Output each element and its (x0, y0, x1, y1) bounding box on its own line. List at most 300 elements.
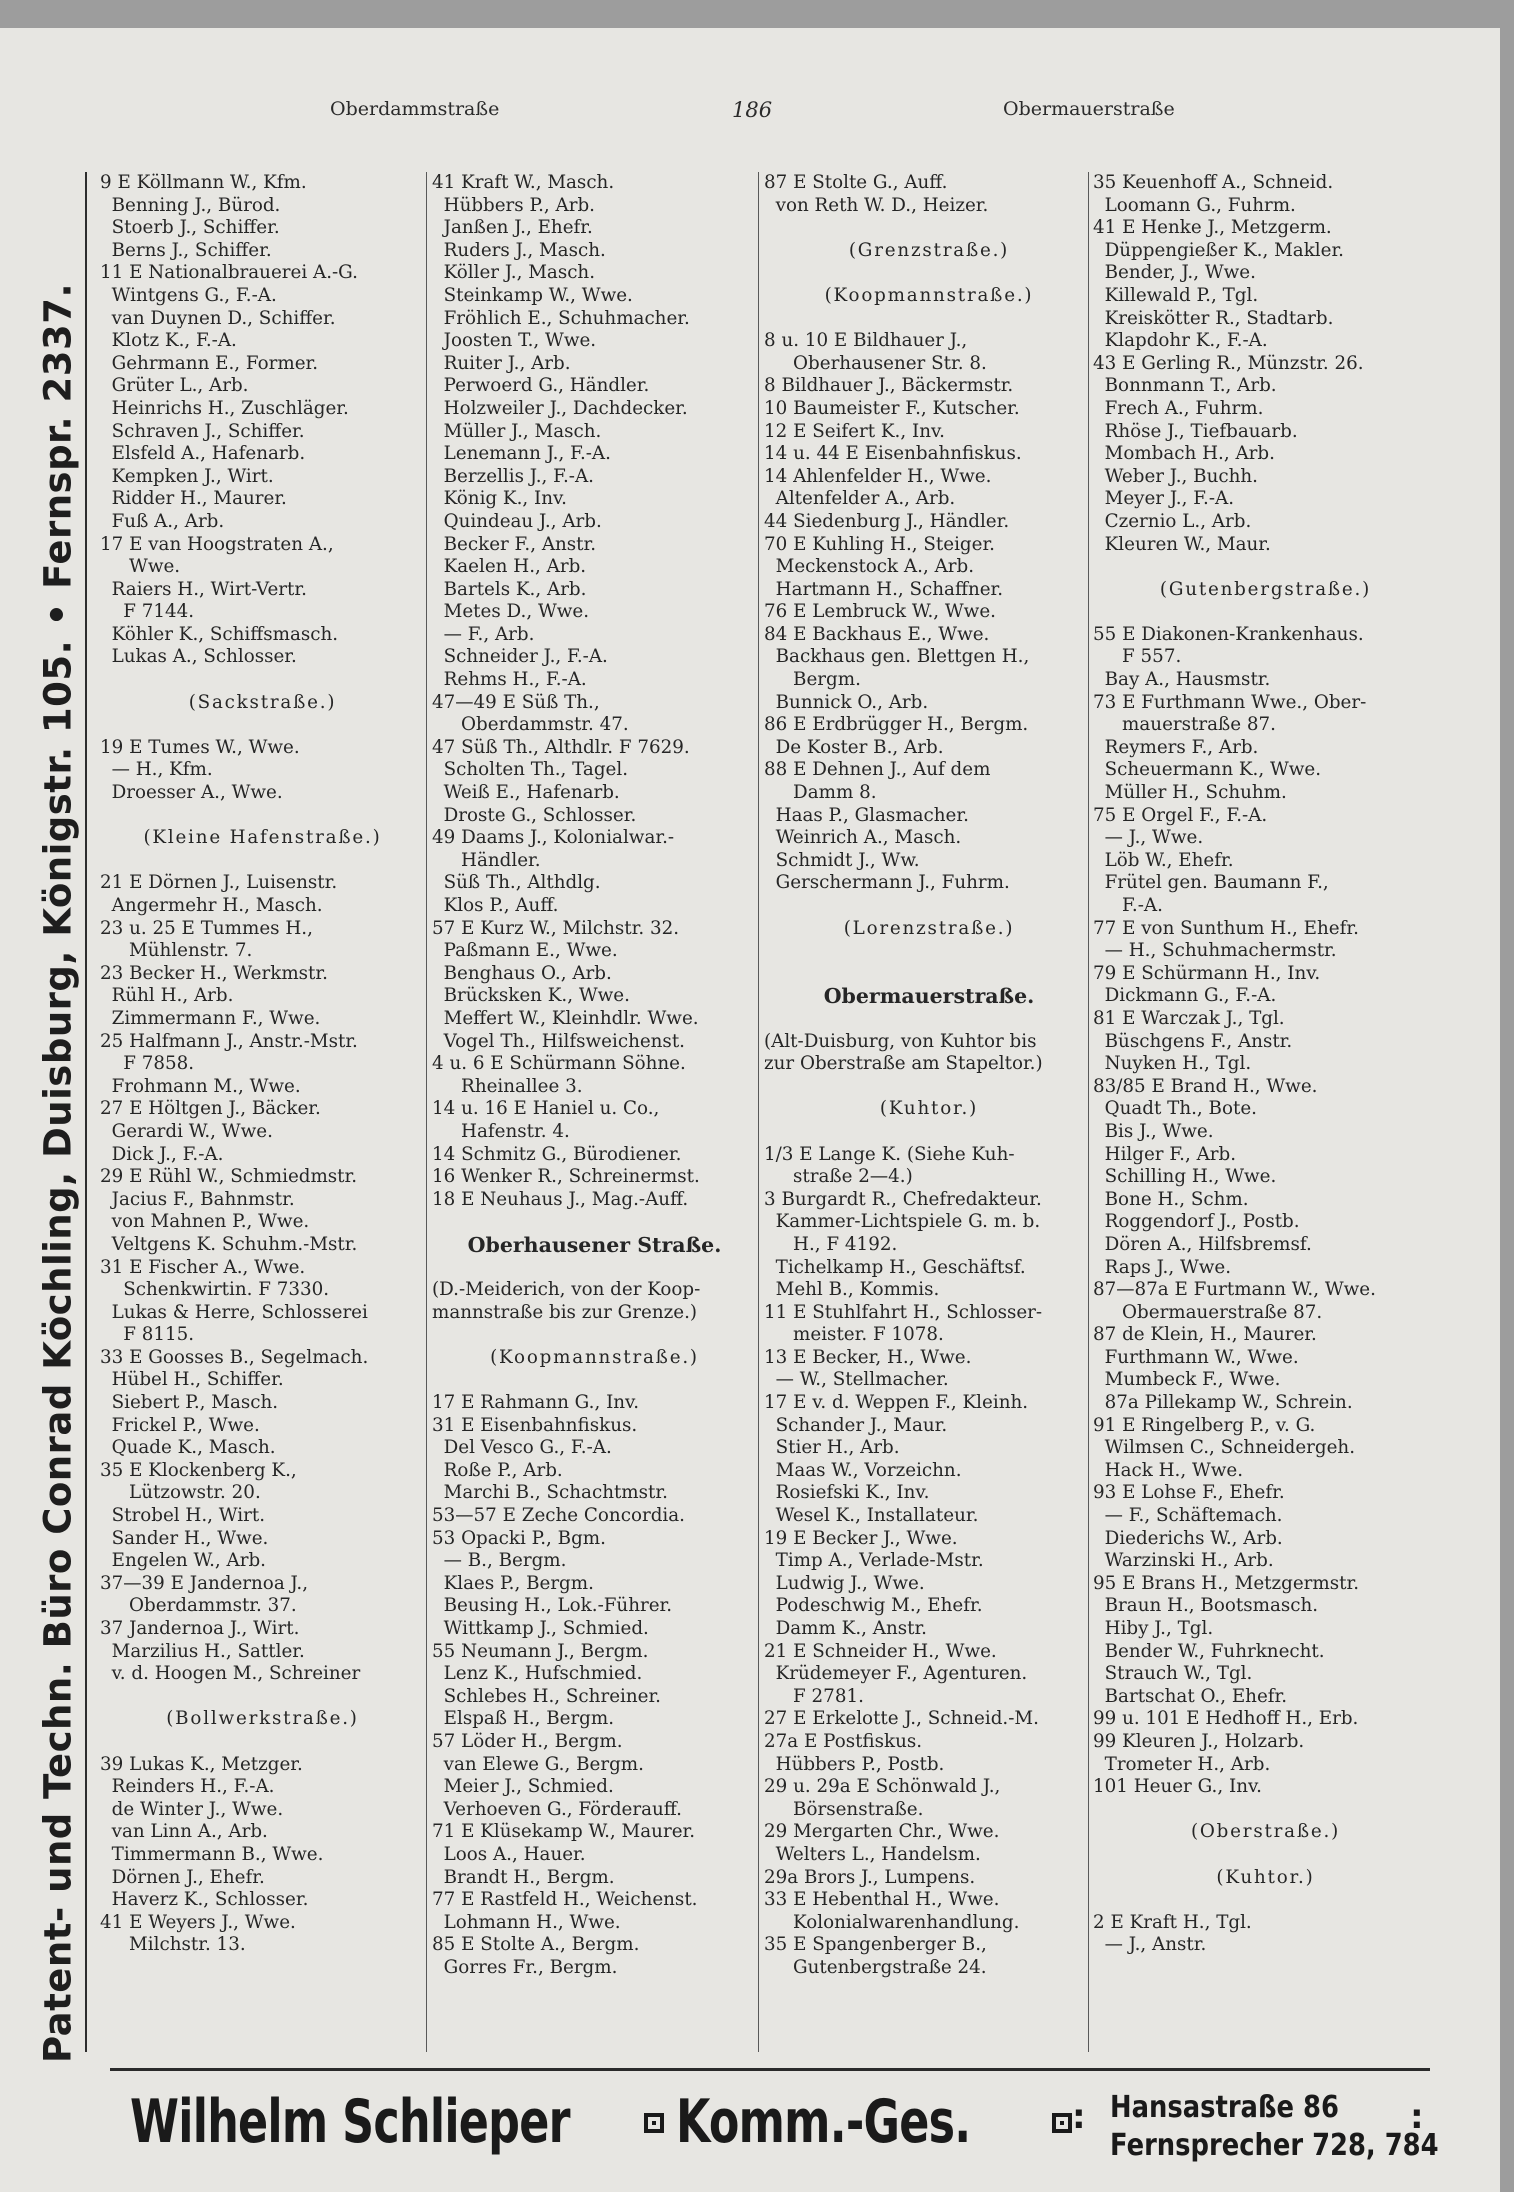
directory-entry: Kreiskötter R., Stadtarb. (1093, 307, 1334, 329)
directory-entry: Reymers F., Arb. (1093, 736, 1259, 758)
directory-entry: 87 de Klein, H., Maurer. (1093, 1324, 1317, 1346)
directory-entry: F 7144. (100, 601, 195, 623)
directory-entry: Kaelen H., Arb. (432, 556, 587, 578)
directory-entry: Köller J., Masch. (432, 262, 596, 284)
directory-entry: Händler. (432, 849, 541, 871)
directory-entry: 23 Becker H., Werkmstr. (100, 962, 328, 984)
directory-entry: 75 E Orgel F., F.-A. (1093, 804, 1268, 826)
directory-entry: Quade K., Masch. (100, 1437, 276, 1459)
directory-entry: Schander J., Maur. (764, 1414, 948, 1436)
directory-entry: Backhaus gen. Blettgen H., (764, 646, 1030, 668)
directory-page (0, 28, 1500, 2192)
directory-entry (764, 940, 1094, 963)
directory-entry: Schneider J., F.-A. (432, 646, 608, 668)
directory-entry: Hack H., Wwe. (1093, 1459, 1244, 1481)
directory-entry: 93 E Lohse F., Ehefr. (1093, 1482, 1285, 1504)
directory-entry: Hiby J., Tgl. (1093, 1618, 1214, 1639)
directory-entry: 29 u. 29a E Schönwald J., (764, 1776, 1001, 1798)
directory-entry: Düppengießer K., Makler. (1093, 239, 1344, 261)
directory-entry: Meckenstock A., Arb. (764, 556, 975, 578)
directory-entry: Fröhlich E., Schuhmacher. (432, 307, 690, 329)
directory-entry: — J., Anstr. (1093, 1934, 1207, 1956)
ad-company-name: Wilhelm Schlieper (130, 2087, 570, 2157)
directory-entry: Damm K., Anstr. (764, 1618, 927, 1639)
directory-entry: (Kuhtor.) (879, 1098, 979, 1120)
directory-entry: Timmermann B., Wwe. (100, 1843, 324, 1865)
directory-entry: Büschgens F., Anstr. (1093, 1030, 1293, 1052)
directory-entry: 31 E Fischer A., Wwe. (100, 1256, 306, 1278)
ad-colon-ornament: : (1410, 2097, 1424, 2137)
directory-entry: 101 Heuer G., Inv. (1093, 1776, 1262, 1798)
directory-entry: 17 E van Hoogstraten A., (100, 533, 334, 555)
directory-entry: Süß Th., Althdlg. (432, 872, 601, 894)
directory-entry: 35 Keuenhoff A., Schneid. (1093, 172, 1334, 193)
directory-entry: 55 Neumann J., Bergm. (432, 1640, 649, 1662)
directory-entry: (Bollwerkstraße.) (166, 1708, 359, 1730)
directory-entry: Jacius F., Bahnmstr. (100, 1188, 295, 1210)
directory-entry: zur Oberstraße am Stapeltor.) (764, 1053, 1043, 1075)
directory-entry: H., F 4192. (764, 1233, 898, 1255)
directory-entry (100, 669, 425, 692)
directory-column-3 (764, 172, 1094, 1980)
directory-entry: straße 2—4.) (764, 1166, 913, 1188)
directory-entry: Müller H., Schuhm. (1093, 782, 1287, 804)
directory-entry: 29a Brors J., Lumpens. (764, 1866, 976, 1888)
directory-entry: Gorres Fr., Bergm. (432, 1956, 618, 1978)
directory-entry: Meffert W., Kleinhdlr. Wwe. (432, 1007, 699, 1029)
directory-entry: Raps J., Wwe. (1093, 1256, 1232, 1278)
directory-entry (432, 1211, 757, 1234)
directory-entry: van Duynen D., Schiffer. (100, 307, 336, 329)
directory-entry: 23 u. 25 E Tummes H., (100, 917, 313, 939)
footer-advertisement (110, 2068, 1439, 2171)
directory-entry: Berns J., Schiffer. (100, 239, 272, 261)
directory-entry: Oberhausener Straße. (467, 1233, 722, 1257)
directory-entry: de Winter J., Wwe. (100, 1798, 284, 1820)
directory-entry: 76 E Lembruck W., Wwe. (764, 601, 996, 623)
directory-entry: Rehms H., F.-A. (432, 669, 587, 691)
directory-entry: Oberdammstr. 47. (432, 714, 629, 736)
directory-entry: Stier H., Arb. (764, 1437, 900, 1459)
directory-entry: Hübbers P., Postb. (764, 1753, 945, 1775)
directory-entry: 81 E Warczak J., Tgl. (1093, 1007, 1285, 1029)
directory-entry: Marzilius H., Sattler. (100, 1640, 305, 1662)
ad-square-ornament (644, 2113, 664, 2133)
directory-entry: 4 u. 6 E Schürmann Söhne. (432, 1053, 686, 1075)
header-left-street: Oberdammstraße (330, 98, 500, 120)
directory-entry: Sander H., Wwe. (100, 1527, 269, 1549)
directory-entry: 53 Opacki P., Bgm. (432, 1527, 606, 1549)
directory-entry: Joosten T., Wwe. (432, 330, 597, 352)
directory-entry: Brandt H., Bergm. (432, 1866, 615, 1888)
directory-entry: Lukas & Herre, Schlosserei (100, 1301, 368, 1323)
directory-entry: Frütel gen. Baumann F., (1093, 872, 1329, 894)
directory-entry: Köhler K., Schiffsmasch. (100, 623, 339, 645)
directory-entry: Marchi B., Schachtmstr. (432, 1482, 668, 1504)
directory-entry: Weber J., Buchh. (1093, 465, 1258, 487)
directory-entry: Siebert P., Masch. (100, 1392, 279, 1414)
directory-entry: Mumbeck F., Wwe. (1093, 1369, 1281, 1391)
directory-entry: Steinkamp W., Wwe. (432, 284, 633, 306)
directory-entry: 14 Ahlenfelder H., Wwe. (764, 465, 992, 487)
directory-entry: 17 E Rahmann G., Inv. (432, 1392, 640, 1414)
directory-column-2 (432, 172, 757, 1980)
ad-address: Hansastraße 86 (1110, 2090, 1339, 2125)
directory-entry: v. d. Hoogen M., Schreiner (100, 1663, 361, 1685)
directory-entry: 77 E von Sunthum H., Ehefr. (1093, 917, 1359, 939)
directory-entry: Strobel H., Wirt. (100, 1505, 266, 1527)
directory-entry: 44 Siedenburg J., Händler. (764, 510, 1010, 532)
directory-entry: 39 Lukas K., Metzger. (100, 1753, 303, 1775)
directory-entry: — J., Wwe. (1093, 827, 1204, 849)
directory-entry: 85 E Stolte A., Bergm. (432, 1934, 640, 1956)
directory-entry: 16 Wenker R., Schreinermst. (432, 1166, 700, 1188)
directory-entry: Angermehr H., Masch. (100, 895, 323, 916)
directory-entry: Timp A., Verlade-Mstr. (764, 1550, 984, 1572)
directory-entry: Frech A., Fuhrm. (1093, 397, 1264, 419)
directory-entry: Maas W., Vorzeichn. (764, 1459, 962, 1481)
directory-entry: 87a Pillekamp W., Schrein. (1093, 1392, 1353, 1414)
directory-entry: 8 Bildhauer J., Bäckermstr. (764, 375, 1014, 397)
directory-entry: — W., Stellmacher. (764, 1369, 949, 1391)
directory-entry: 27 E Höltgen J., Bäcker. (100, 1098, 321, 1120)
directory-entry: Elsfeld A., Hafenarb. (100, 443, 306, 465)
directory-entry: Schlebes H., Schreiner. (432, 1685, 661, 1707)
ad-phone: Fernsprecher 728, 784 (1110, 2128, 1439, 2163)
sidebar-advert-text: Patent- und Techn. Büro Conrad Köchling, Duisburg, Königstr. 105. • Fernspr. 2337. (36, 282, 80, 2064)
directory-entry: Weinrich A., Masch. (764, 827, 962, 849)
directory-entry: 37 Jandernoa J., Wirt. (100, 1618, 300, 1639)
directory-entry: Berzellis J., F.-A. (432, 465, 594, 487)
ad-address-block (1110, 2089, 1439, 2165)
directory-entry: Podeschwig M., Ehefr. (764, 1595, 983, 1617)
directory-entry: 91 E Ringelberg P., v. G. (1093, 1414, 1316, 1436)
directory-entry: Metes D., Wwe. (432, 601, 590, 623)
directory-entry: Bartschat O., Ehefr. (1093, 1685, 1288, 1707)
directory-entry: Altenfelder A., Arb. (764, 488, 956, 510)
directory-entry: Klos P., Auff. (432, 895, 559, 916)
directory-entry: 29 E Rühl W., Schmiedmstr. (100, 1166, 358, 1188)
directory-entry: 79 E Schürmann H., Inv. (1093, 962, 1321, 984)
directory-entry: 43 E Gerling R., Münzstr. 26. (1093, 352, 1364, 374)
directory-entry: Verhoeven G., Förderauff. (432, 1798, 682, 1820)
directory-entry: F.-A. (1093, 895, 1163, 916)
directory-entry: Meyer J., F.-A. (1093, 488, 1235, 510)
directory-entry: 47—49 E Süß Th., (432, 691, 600, 713)
directory-entry: 86 E Erdbrügger H., Bergm. (764, 714, 1029, 736)
directory-entry: F 8115. (100, 1324, 195, 1346)
directory-entry: 31 E Eisenbahnfiskus. (432, 1414, 638, 1436)
directory-entry: 19 E Becker J., Wwe. (764, 1527, 958, 1549)
directory-entry: 12 E Seifert K., Inv. (764, 420, 945, 442)
directory-entry: (Gutenbergstraße.) (1159, 578, 1372, 600)
directory-entry: Kleuren W., Maur. (1093, 533, 1271, 555)
directory-entry: von Mahnen P., Wwe. (100, 1211, 310, 1233)
directory-entry: 21 E Schneider H., Wwe. (764, 1640, 997, 1662)
directory-entry: Hilger F., Arb. (1093, 1143, 1237, 1165)
directory-entry: Frohmann M., Wwe. (100, 1075, 301, 1097)
directory-entry: 71 E Klüsekamp W., Maurer. (432, 1821, 696, 1843)
column-rule (758, 172, 759, 2052)
directory-entry: Haas P., Glasmacher. (764, 804, 969, 826)
directory-entry (764, 1076, 1094, 1099)
directory-entry: 47 Süß Th., Althdlr. F 7629. (432, 736, 690, 758)
directory-entry: 87—87a E Furtmann W., Wwe. (1093, 1279, 1376, 1301)
directory-entry: 2 E Kraft H., Tgl. (1093, 1911, 1252, 1933)
directory-entry (100, 850, 425, 873)
directory-entry: 21 E Dörnen J., Luisenstr. (100, 872, 338, 894)
directory-entry: Ruiter J., Arb. (432, 352, 571, 374)
directory-entry: Roggendorf J., Postb. (1093, 1211, 1300, 1233)
directory-entry: Scheuermann K., Wwe. (1093, 759, 1322, 781)
directory-entry: (D.-Meiderich, von der Koop- (432, 1279, 701, 1301)
directory-entry: Reinders H., F.-A. (100, 1776, 275, 1798)
directory-entry: Lukas A., Schlosser. (100, 646, 297, 668)
directory-entry: — H., Schuhmachermstr. (1093, 940, 1337, 962)
directory-entry: 11 E Stuhlfahrt H., Schlosser- (764, 1301, 1043, 1323)
directory-entry: Elspaß H., Bergm. (432, 1708, 615, 1730)
directory-entry (764, 308, 1094, 331)
directory-entry: Paßmann E., Wwe. (432, 940, 618, 962)
directory-entry: Zimmermann F., Wwe. (100, 1007, 321, 1029)
directory-entry (764, 1008, 1094, 1031)
directory-entry: Holzweiler J., Dachdecker. (432, 397, 688, 419)
directory-entry (100, 1731, 425, 1754)
directory-entry: Welters L., Handelsm. (764, 1843, 981, 1865)
directory-entry: (Alt-Duisburg, von Kuhtor bis (764, 1030, 1037, 1052)
directory-entry: Wintgens G., F.-A. (100, 284, 277, 306)
directory-entry: (Oberstraße.) (1190, 1821, 1341, 1843)
directory-entry: Rhöse J., Tiefbauarb. (1093, 420, 1298, 442)
directory-entry (764, 1121, 1094, 1144)
directory-entry: 99 Kleuren J., Holzarb. (1093, 1730, 1305, 1752)
directory-entry: (Kuhtor.) (1216, 1866, 1315, 1888)
directory-entry: 53—57 E Zeche Concordia. (432, 1505, 685, 1527)
directory-entry: (Koopmannstraße.) (490, 1346, 699, 1368)
directory-entry: Scholten Th., Tagel. (432, 759, 629, 781)
directory-entry: Klotz K., F.-A. (100, 330, 237, 352)
directory-entry: 84 E Backhaus E., Wwe. (764, 623, 990, 645)
directory-entry: Warzinski H., Arb. (1093, 1550, 1274, 1572)
directory-entry: Dick J., F.-A. (100, 1143, 224, 1165)
ad-company-form: Komm.-Ges. (676, 2087, 971, 2157)
directory-entry: 70 E Kuhling H., Steiger. (764, 533, 995, 555)
directory-entry: Wilmsen C., Schneidergeh. (1093, 1437, 1356, 1459)
directory-entry: Del Vesco G., F.-A. (432, 1437, 612, 1459)
directory-entry: Beusing H., Lok.-Führer. (432, 1595, 673, 1617)
directory-entry: Mehl B., Kommis. (764, 1279, 940, 1301)
directory-entry: Kempken J., Wirt. (100, 465, 274, 487)
directory-entry: Hafenstr. 4. (432, 1120, 570, 1142)
directory-entry: Schmidt J., Ww. (764, 849, 920, 871)
directory-entry: Obermauerstraße 87. (1093, 1301, 1323, 1323)
directory-entry (764, 217, 1094, 240)
directory-entry (1093, 1799, 1438, 1822)
directory-entry: 18 E Neuhaus J., Mag.-Auff. (432, 1188, 689, 1210)
directory-column-4 (1093, 172, 1438, 1957)
directory-entry: 55 E Diakonen-Krankenhaus. (1093, 623, 1364, 645)
directory-entry: 41 E Weyers J., Wwe. (100, 1911, 296, 1933)
directory-entry: 49 Daams J., Kolonialwar.- (432, 827, 675, 849)
directory-entry: Schilling H., Wwe. (1093, 1166, 1277, 1188)
directory-entry: Fuß A., Arb. (100, 510, 225, 532)
directory-entry: Schraven J., Schiffer. (100, 420, 305, 442)
directory-entry (764, 963, 1094, 986)
directory-entry: Czernio L., Arb. (1093, 510, 1252, 532)
directory-entry: Milchstr. 13. (100, 1934, 246, 1956)
directory-entry: Oberhausener Str. 8. (764, 352, 987, 374)
directory-entry: Perwoerd G., Händler. (432, 375, 650, 397)
directory-entry: De Koster B., Arb. (764, 736, 944, 758)
directory-entry: Bonnmann T., Arb. (1093, 375, 1277, 397)
directory-entry: Ruders J., Masch. (432, 239, 606, 261)
directory-entry (1093, 556, 1438, 579)
directory-entry: Raiers H., Wirt-Vertr. (100, 578, 307, 600)
directory-entry: Benning J., Bürod. (100, 194, 281, 216)
directory-entry: Kammer-Lichtspiele G. m. b. (764, 1211, 1041, 1233)
directory-entry: 14 u. 44 E Eisenbahnfiskus. (764, 443, 1022, 465)
directory-entry: Killewald P., Tgl. (1093, 284, 1259, 306)
directory-entry: Trometer H., Arb. (1093, 1753, 1271, 1775)
directory-entry: Rühl H., Arb. (100, 985, 234, 1007)
directory-entry: Ludwig J., Wwe. (764, 1572, 925, 1594)
directory-entry: Lenemann J., F.-A. (432, 443, 611, 465)
directory-entry: Lenz K., Hufschmied. (432, 1663, 643, 1685)
directory-entry: 57 E Kurz W., Milchstr. 32. (432, 917, 680, 939)
directory-entry: Haverz K., Schlosser. (100, 1889, 309, 1911)
directory-entry: 10 Baumeister F., Kutscher. (764, 397, 1020, 419)
directory-entry: Heinrichs H., Zuschläger. (100, 397, 349, 419)
directory-entry: Oberdammstr. 37. (100, 1595, 297, 1617)
directory-entry: 33 E Hebenthal H., Wwe. (764, 1889, 1000, 1911)
column-rule (426, 172, 427, 2052)
directory-entry: 57 Löder H., Bergm. (432, 1730, 623, 1752)
directory-entry: Diederichs W., Arb. (1093, 1527, 1283, 1549)
directory-entry: Schenkwirtin. F 7330. (100, 1279, 330, 1301)
directory-entry: 95 E Brans H., Metzgermstr. (1093, 1572, 1360, 1594)
directory-entry (1093, 1844, 1438, 1867)
directory-entry: 35 E Klockenberg K., (100, 1459, 297, 1481)
directory-entry: 19 E Tumes W., Wwe. (100, 736, 300, 758)
directory-entry: Bender, J., Wwe. (1093, 262, 1256, 284)
directory-entry: 3 Burgardt R., Chefredakteur. (764, 1188, 1042, 1210)
directory-entry: 25 Halfmann J., Anstr.-Mstr. (100, 1030, 358, 1052)
directory-entry: Bis J., Wwe. (1093, 1120, 1214, 1142)
directory-entry (100, 805, 425, 828)
directory-entry: F 7858. (100, 1053, 195, 1075)
directory-entry: (Lorenzstraße.) (843, 917, 1015, 939)
directory-entry: Lohmann H., Wwe. (432, 1911, 621, 1933)
directory-entry: — B., Bergm. (432, 1550, 567, 1572)
directory-entry: 9 E Köllmann W., Kfm. (100, 172, 307, 193)
directory-entry: mannstraße bis zur Grenze.) (432, 1301, 698, 1323)
directory-entry: Engelen W., Arb. (100, 1550, 266, 1572)
directory-entry: Kolonialwarenhandlung. (764, 1911, 1020, 1933)
directory-entry: 35 E Spangenberger B., (764, 1934, 987, 1956)
directory-entry: Braun H., Bootsmasch. (1093, 1595, 1319, 1617)
directory-entry: Loomann G., Fuhrm. (1093, 194, 1296, 216)
directory-entry (1093, 601, 1438, 624)
directory-entry: 33 E Goosses B., Segelmach. (100, 1346, 369, 1368)
directory-entry: Meier J., Schmied. (432, 1776, 614, 1798)
directory-entry: König K., Inv. (432, 488, 567, 510)
directory-entry: 27a E Postfiskus. (764, 1730, 923, 1752)
ad-colon-ornament: : (1072, 2097, 1086, 2137)
directory-entry: Grüter L., Arb. (100, 375, 249, 397)
directory-entry: Müller J., Masch. (432, 420, 602, 442)
directory-entry: Strauch W., Tgl. (1093, 1663, 1253, 1685)
directory-entry: Damm 8. (764, 782, 877, 804)
directory-entry: Dickmann G., F.-A. (1093, 985, 1277, 1007)
directory-entry: F 557. (1093, 646, 1182, 668)
column-rule (85, 172, 87, 2052)
directory-entry: 41 E Henke J., Metzgerm. (1093, 217, 1332, 239)
directory-entry: Becker F., Anstr. (432, 533, 597, 555)
directory-entry: Hartmann H., Schaffner. (764, 578, 1004, 600)
directory-entry: 17 E v. d. Weppen F., Kleinh. (764, 1392, 1029, 1414)
directory-entry: meister. F 1078. (764, 1324, 944, 1346)
directory-entry: Quindeau J., Arb. (432, 510, 602, 532)
directory-entry: mauerstraße 87. (1093, 714, 1276, 736)
directory-entry: — H., Kfm. (100, 759, 213, 781)
directory-entry: Nuyken H., Tgl. (1093, 1053, 1252, 1075)
directory-column-1 (100, 172, 425, 1957)
directory-entry: 29 Mergarten Chr., Wwe. (764, 1821, 1000, 1843)
directory-entry: Rosiefski K., Inv. (764, 1482, 930, 1504)
directory-entry: 27 E Erkelotte J., Schneid.-M. (764, 1708, 1039, 1730)
directory-entry: Bone H., Schm. (1093, 1188, 1249, 1210)
directory-entry: Ridder H., Maurer. (100, 488, 287, 510)
directory-entry: Hübel H., Schiffer. (100, 1369, 284, 1391)
directory-entry (100, 714, 425, 737)
directory-entry: Hübbers P., Arb. (432, 194, 595, 216)
directory-entry (764, 895, 1094, 918)
directory-entry: 88 E Dehnen J., Auf dem (764, 759, 991, 781)
directory-entry: Droesser A., Wwe. (100, 782, 283, 804)
directory-entry: Veltgens K. Schuhm.-Mstr. (100, 1233, 358, 1255)
directory-entry: 87 E Stolte G., Auff. (764, 172, 948, 193)
directory-entry: Wittkamp J., Schmied. (432, 1618, 649, 1639)
directory-entry: 1/3 E Lange K. (Siehe Kuh- (764, 1143, 1015, 1165)
directory-entry: Mühlenstr. 7. (100, 940, 253, 962)
directory-entry: Klaes P., Bergm. (432, 1572, 594, 1594)
header-right-street: Obermauerstraße (1003, 98, 1175, 120)
directory-entry: Stoerb J., Schiffer. (100, 217, 280, 239)
directory-entry: 8 u. 10 E Bildhauer J., (764, 330, 968, 352)
directory-entry (432, 1324, 757, 1347)
directory-entry: 13 E Becker, H., Wwe. (764, 1346, 972, 1368)
directory-entry: (Koopmannstraße.) (824, 284, 1034, 306)
directory-entry: Gutenbergstraße 24. (764, 1956, 987, 1978)
directory-entry: 37—39 E Jandernoa J., (100, 1572, 309, 1594)
directory-entry: (Grenzstraße.) (848, 239, 1010, 261)
directory-entry: Mombach H., Arb. (1093, 443, 1275, 465)
directory-entry: 99 u. 101 E Hedhoff H., Erb. (1093, 1708, 1359, 1730)
directory-entry: Gerardi W., Wwe. (100, 1120, 273, 1142)
directory-entry: Wwe. (100, 556, 181, 578)
directory-entry: Weiß E., Hafenarb. (432, 782, 620, 804)
directory-entry (432, 1257, 757, 1280)
directory-entry: F 2781. (764, 1685, 864, 1707)
directory-entry: van Elewe G., Bergm. (432, 1753, 644, 1775)
directory-entry: Klapdohr K., F.-A. (1093, 330, 1268, 352)
sidebar-advert (28, 168, 88, 2178)
directory-entry: Gehrmann E., Former. (100, 352, 319, 374)
directory-entry: Loos A., Hauer. (432, 1843, 586, 1865)
directory-entry: (Sackstraße.) (188, 691, 337, 713)
directory-entry: 11 E Nationalbrauerei A.-G. (100, 262, 358, 284)
directory-entry: Vogel Th., Hilfsweichenst. (432, 1030, 685, 1052)
